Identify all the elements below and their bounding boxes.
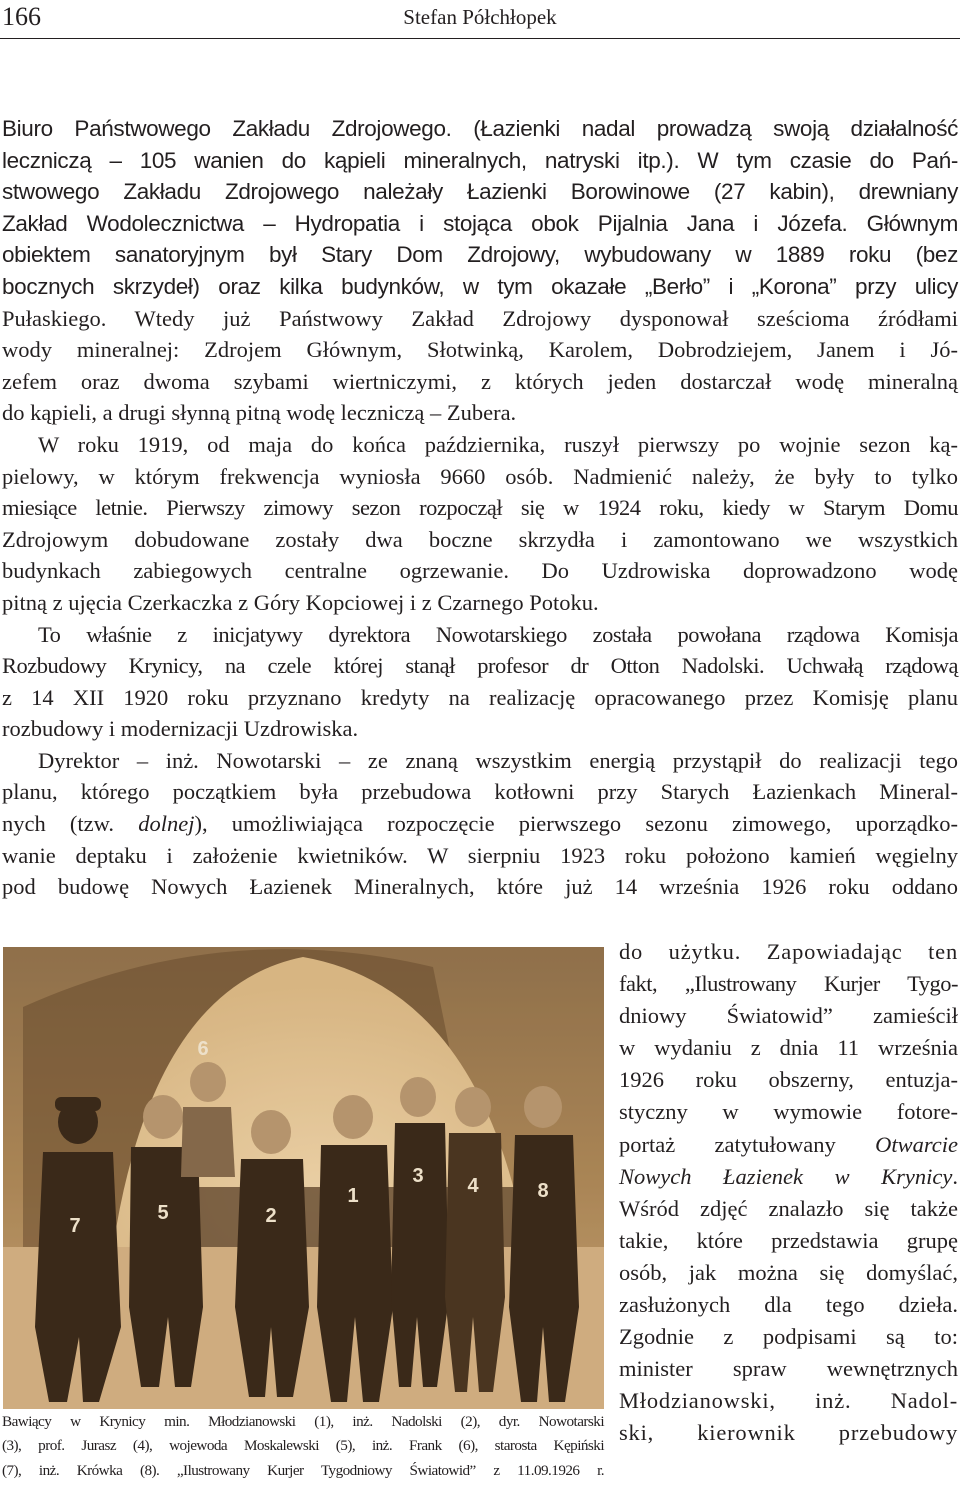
text-line: Wśród zdjęć znalazło się także: [619, 1195, 958, 1221]
text-line: zasłużonych dla tego dzieła.: [619, 1292, 958, 1318]
text-line: wody mineralnej: Zdrojem Głównym, Słotwinką, Karolem, Dobrodziejem, Janem i Jó-: [2, 337, 958, 363]
photo-label-5: 5: [157, 1202, 169, 1224]
text-line: rozbudowy i modernizacji Uzdrowiska.: [2, 716, 359, 742]
text-line: osób, jak można się domyślać,: [619, 1259, 958, 1285]
photo-label-7: 7: [69, 1215, 81, 1237]
caption-line: Bawiący w Krynicy min. Młodzianowski (1), inż. Nadolski (2), dyr. Nowotarski: [2, 1413, 604, 1430]
text-line: W roku 1919, od maja do końca października, ruszył pierwszy po wojnie sezon ką-: [38, 431, 958, 457]
text-line: budynkach zabiegowych centralne ogrzewanie. Do Uzdrowiska doprowadzono wodę: [2, 558, 958, 584]
italic-title: Otwarcie: [875, 1131, 958, 1157]
text-fragment: .: [952, 1163, 958, 1189]
italic-title: Nowych Łazienek w Krynicy: [619, 1163, 953, 1189]
text-line: Dyrektor – inż. Nowotarski – ze znaną wszystkim energią przystąpił do realizacji tego: [38, 747, 958, 773]
text-line: Zdrojowym dobudowane zostały dwa boczne skrzydła i zamontowano we wszystkich: [2, 526, 958, 552]
text-line: do kąpieli, a drugi słynną pitną wodę leczniczą – Zubera.: [2, 400, 517, 426]
main-text: [2, 113, 958, 903]
text-line: Biuro Państwowego Zakładu Zdrojowego. (Łazienki nadal prowadzą swoją działalność: [2, 116, 958, 141]
text-fragment: nych (tzw.: [2, 811, 139, 837]
text-fragment: ), umożliwiająca rozpoczęcie pierwszego sezonu zimowego, uporządko-: [194, 811, 958, 837]
text-line: wanie deptaku i założenie kwietników. W sierpniu 1923 roku położono kamień węgielny: [2, 842, 958, 868]
text-line: miesiące letnie. Pierwszy zimowy sezon rozpoczął się w 1924 roku, kiedy w Starym Domu: [2, 495, 958, 521]
photo-label-2: 2: [265, 1205, 277, 1227]
text-line: styczny w wymowie fotore-: [619, 1099, 958, 1125]
text-line: takie, które przedstawia grupę: [619, 1227, 958, 1253]
text-line: pitną z ujęcia Czerkaczka z Góry Kopciowej i z Czarnego Potoku.: [2, 589, 599, 615]
caption-line: (3), prof. Jurasz (4), wojewoda Moskalewski (5), inż. Frank (6), starosta Kępiński: [2, 1437, 604, 1455]
text-line: leczniczą – 105 wanien do kąpieli mineralnych, natryski itp.). W tym czasie do Pań-: [2, 147, 958, 173]
side-column-text: [619, 936, 958, 1450]
text-line: ski, kierownik przebudowy: [619, 1420, 958, 1446]
running-head-author: Stefan Półchłopek: [403, 5, 557, 29]
text-line: do użytku. Zapowiadając ten: [619, 939, 958, 964]
photo-illustration: [3, 947, 604, 1409]
photo-label-1: 1: [347, 1185, 359, 1207]
text-line: stwowego Zakładu Zdrojowego należały Łazienki Borowinowe (27 kabin), drewniany: [2, 179, 958, 205]
text-line: obiektem sanatoryjnym był Stary Dom Zdrojowy, wybudowany w 1889 roku (bez: [2, 242, 958, 268]
text-line: Młodzianowski, inż. Nadol-: [619, 1388, 958, 1414]
text-line: To właśnie z inicjatywy dyrektora Nowotarskiego została powołana rządowa Komisja: [38, 621, 958, 647]
italic-term: dolnej: [138, 811, 195, 837]
text-line: z 14 XII 1920 roku przyznano kredyty na realizację opracowanego przez Komisję planu: [2, 684, 958, 710]
text-line: Zgodnie z podpisami są to:: [619, 1324, 958, 1350]
text-line: dniowy Światowid” zamieścił: [619, 1003, 958, 1029]
text-line: minister spraw wewnętrznych: [619, 1356, 958, 1382]
text-line: w wydaniu z dnia 11 września: [619, 1035, 958, 1061]
text-line: pielowy, w którym frekwencja wyniosła 9660 osób. Nadmienić należy, że były to tylko: [2, 463, 958, 489]
group-photograph: [3, 947, 604, 1409]
photo-label-6: 6: [197, 1038, 209, 1060]
caption-line: (7), inż. Krówka (8). „Ilustrowany Kurjer Tygodniowy Światowid” z 11.09.1926 r.: [2, 1461, 604, 1479]
text-line: Rozbudowy Krynicy, na czele której stanął profesor dr Otton Nadolski. Uchwałą rządową: [2, 653, 958, 679]
text-fragment: portaż zatytułowany: [619, 1131, 876, 1157]
text-line: pod budowę Nowych Łazienek Mineralnych, które już 14 września 1926 roku oddano: [2, 874, 958, 900]
sepia-tone: [3, 947, 604, 1409]
page-number: 166: [2, 2, 41, 31]
photo-label-4: 4: [467, 1175, 479, 1197]
page-header: [0, 0, 960, 40]
text-line: Zakład Wodolecznictwa – Hydropatia i stojąca obok Pijalnia Jana i Józefa. Głównym: [2, 210, 958, 236]
text-line: [2, 808, 958, 840]
text-line: bocznych skrzydeł) oraz kilka budynków, w tym okazałe „Berło” i „Korona” przy ulicy: [2, 273, 958, 299]
header-rule: [0, 38, 960, 39]
text-line: 1926 roku obszerny, entuzja-: [619, 1067, 958, 1093]
photo-label-3: 3: [412, 1165, 424, 1187]
photo-caption: [2, 1410, 604, 1483]
text-line: fakt, „Ilustrowany Kurjer Tygo-: [619, 971, 958, 997]
text-line: [619, 1129, 958, 1161]
text-line: zefem oraz dwoma szybami wiertniczymi, z których jeden dostarczał wodę mineralną: [2, 368, 958, 394]
text-line: Pułaskiego. Wtedy już Państwowy Zakład Zdrojowy dysponował sześcioma źródłami: [2, 305, 958, 331]
text-line: planu, którego początkiem była przebudowa kotłowni przy Starych Łazienkach Mineral-: [2, 779, 958, 805]
text-line: [619, 1161, 958, 1193]
photo-label-8: 8: [537, 1180, 549, 1202]
